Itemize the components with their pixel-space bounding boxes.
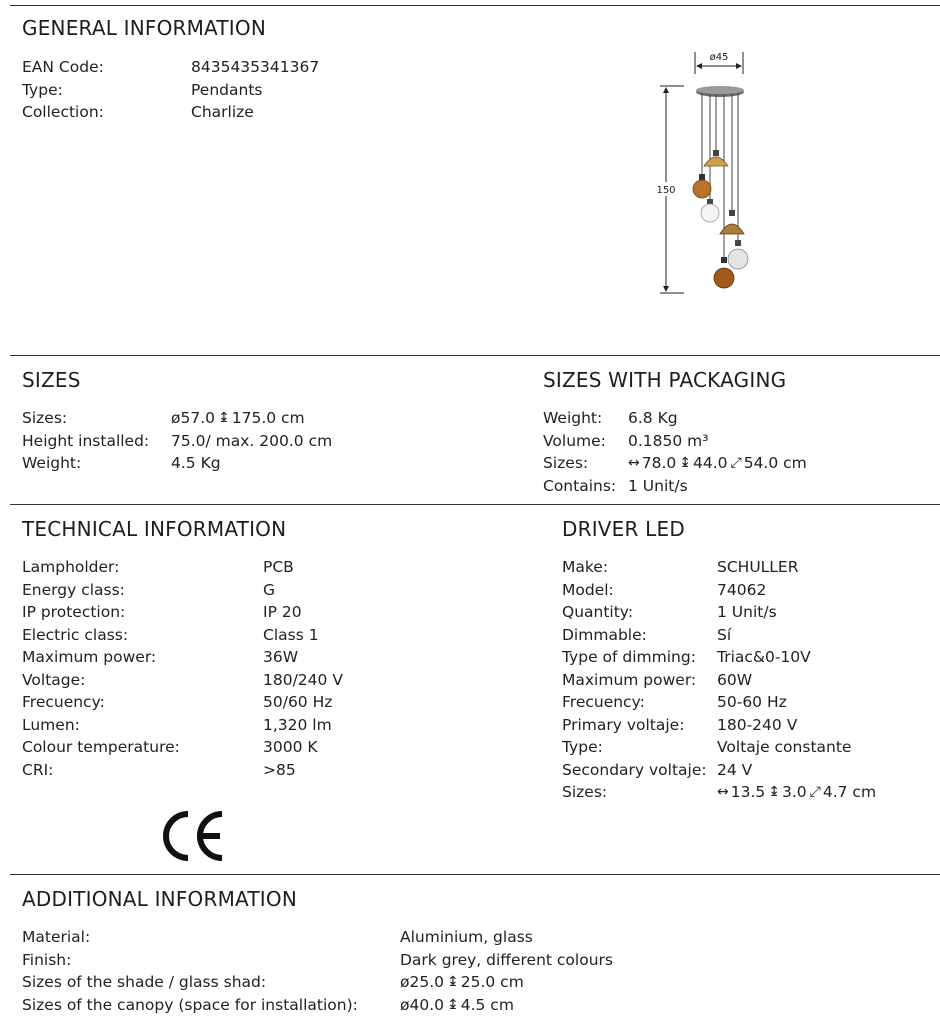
table-row: Make: SCHULLER [562,558,799,576]
table-row: Lumen: 1,320 lm [22,715,332,734]
width-icon: ↔ [628,455,640,471]
table-row: Height installed: 75.0/ max. 200.0 cm [22,431,333,450]
driver-table [562,556,876,804]
table-row: Frecuency: 50-60 Hz [562,693,787,711]
table-row: Sizes: ø57.0 ↨ 175.0 cm [22,407,332,430]
width-dimension-label: ø45 [709,52,729,63]
table-row: Frecuency: 50/60 Hz [22,693,333,711]
table-row: Weight: 4.5 Kg [22,454,221,472]
sizes-title: SIZES [22,368,81,392]
section-divider [10,874,940,875]
width-icon: ↔ [717,784,729,800]
sizes-table [22,407,332,475]
driver-title: DRIVER LED [562,517,685,541]
ce-mark-icon [158,806,228,866]
table-row: CRI: >85 [22,760,296,779]
table-row: Collection: Charlize [22,103,254,121]
table-row: Sizes of the canopy (space for installation): ø40.0 ↨ 4.5 cm [22,994,613,1017]
height-icon: ↨ [679,455,691,471]
table-row: Primary voltaje: 180-240 V [562,715,798,734]
table-row: Finish: Dark grey, different colours [22,950,613,969]
section-divider [10,355,940,356]
table-row: Material: Aluminium, glass [22,928,533,946]
height-icon: ↨ [768,784,780,800]
section-divider [10,5,940,6]
height-icon: ↨ [447,974,459,990]
packaging-table [543,407,807,497]
table-row: Maximum power: 60W [562,670,753,689]
packaging-title: SIZES WITH PACKAGING [543,368,787,392]
table-row: Voltage: 180/240 V [22,670,343,689]
table-row: Quantity: 1 Unit/s [562,603,777,621]
table-row: Volume: 0.1850 m³ [543,431,709,450]
table-row: Sizes of the shade / glass shad: ø25.0 ↨ 25.0 cm [22,971,613,994]
table-row: Type of dimming: Triac&0-10V [562,648,811,666]
general-table [22,56,319,124]
technical-table [22,556,343,781]
table-row: Dimmable: Sí [562,625,732,644]
table-row: Energy class: G [22,580,276,599]
table-row: Model: 74062 [562,580,767,599]
table-row: Lampholder: PCB [22,558,294,576]
height-icon: ↨ [447,996,459,1013]
table-row: Type: Pendants [22,80,263,99]
height-icon: ↨ [218,410,230,426]
table-row: IP protection: IP 20 [22,603,302,621]
product-drawing [640,42,760,307]
general-title: GENERAL INFORMATION [22,16,267,40]
table-row: Maximum power: 36W [22,648,299,666]
additional-table [22,926,613,1016]
table-row: Sizes: ↔ 78.0 ↨ 44.0 ⤢ 54.0 cm [543,452,807,475]
depth-icon: ⤢ [730,455,742,471]
table-row: Contains: 1 Unit/s [543,476,688,495]
additional-title: ADDITIONAL INFORMATION [22,887,297,911]
technical-title: TECHNICAL INFORMATION [22,517,287,541]
table-row: EAN Code: 8435435341367 [22,58,320,76]
section-divider [10,504,940,505]
height-dimension-label: 150 [656,185,676,196]
table-row: Sizes: ↔ 13.5 ↨ 3.0 ⤢ 4.7 cm [562,781,876,804]
table-row: Secondary voltaje: 24 V [562,760,753,779]
table-row: Weight: 6.8 Kg [543,409,678,427]
table-row: Colour temperature: 3000 K [22,738,318,756]
table-row: Electric class: Class 1 [22,625,319,644]
depth-icon: ⤢ [809,784,821,800]
table-row: Type: Voltaje constante [562,738,852,756]
